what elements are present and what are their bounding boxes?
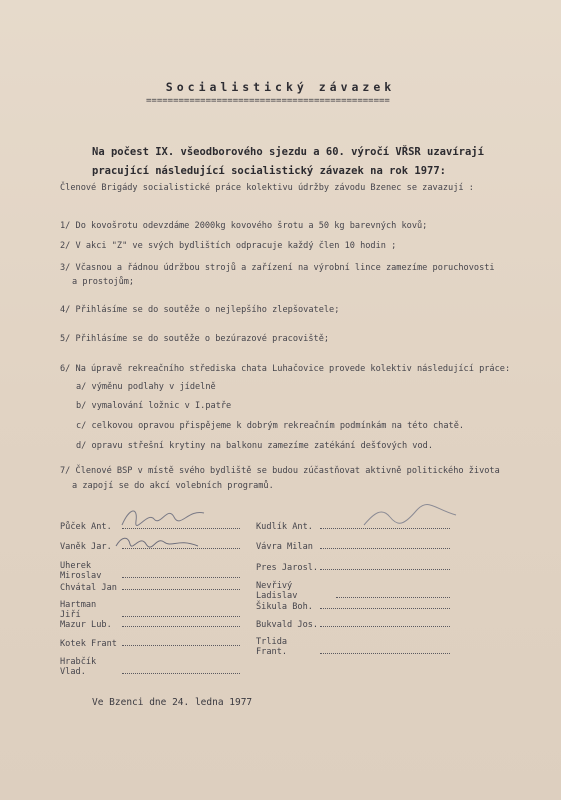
place-and-date: Ve Bzenci dne 24. ledna 1977 — [92, 697, 253, 708]
signature-line: Vávra Milan — [256, 540, 450, 552]
signature-line: Pres Jarosl. — [256, 561, 450, 573]
signature-line: Trlida Frant. — [256, 637, 450, 657]
list-item: 6/ Na úpravě rekreačního střediska chata Luhačovice provede kolektiv následující práce: — [60, 364, 511, 374]
list-item: 1/ Do kovošrotu odevzdáme 2000kg kovového šrotu a 50 kg barevných kovů; — [60, 221, 428, 231]
list-item: 7/ Členové BSP v místě svého bydliště se budou zúčastňovat aktivně politického života — [60, 466, 500, 476]
title-underline: ============================================= — [146, 96, 390, 106]
list-item: 3/ Včasnou a řádnou údržbou strojů a zařízení na výrobní lince zamezíme poruchovosti — [60, 263, 495, 273]
signature-line: Šikula Boh. — [256, 600, 450, 612]
list-item: b/ vymalování ložnic v I.patře — [76, 401, 232, 411]
list-item: a/ výměnu podlahy v jídelně — [76, 382, 216, 392]
signature-line: Vaněk Jar. — [60, 540, 240, 552]
signature-line: Půček Ant. — [60, 520, 240, 532]
list-item: 4/ Přihlásíme se do soutěže o nejlepšího zlepšovatele; — [60, 305, 340, 315]
signature-line: Hrabčík Vlad. — [60, 657, 240, 677]
signature-line: Kudlík Ant. — [256, 520, 450, 532]
signature-line: Chvátal Jan — [60, 581, 240, 593]
handwritten-signature — [118, 503, 208, 533]
list-item: 2/ V akci "Z" ve svých bydlištích odpracuje každý člen 10 hodin ; — [60, 241, 397, 251]
signature-line: Nevřivý Ladislav — [256, 581, 450, 601]
list-item: a prostojům; — [72, 277, 135, 287]
handwritten-signature — [360, 503, 460, 531]
handwritten-signature — [112, 530, 202, 554]
signature-line: Uherek Miroslav — [60, 561, 240, 581]
intro-paragraph: Na počest IX. všeodborového sjezdu a 60. výročí VŘSR uzavírají pracující následující socialistický závazek na rok 1977: — [92, 146, 484, 177]
document-title: Socialistický závazek — [165, 80, 396, 94]
lead-text: Členové Brigády socialistické práce kolektivu údržby závodu Bzenec se zavazují : — [60, 183, 474, 193]
signature-line: Mazur Lub. — [60, 618, 240, 630]
list-item: d/ opravu střešní krytiny na balkonu zamezíme zatékání dešťových vod. — [76, 441, 433, 451]
signature-line: Kotek Frant — [60, 637, 240, 649]
list-item: a zapojí se do akcí volebních programů. — [72, 481, 274, 491]
signature-line: Hartman Jiří — [60, 600, 240, 620]
list-item: 5/ Přihlásíme se do soutěže o bezúrazové pracoviště; — [60, 334, 330, 344]
signature-line: Bukvald Jos. — [256, 618, 450, 630]
list-item: c/ celkovou opravou přispějeme k dobrým rekreačním podmínkám na této chatě. — [76, 421, 465, 431]
